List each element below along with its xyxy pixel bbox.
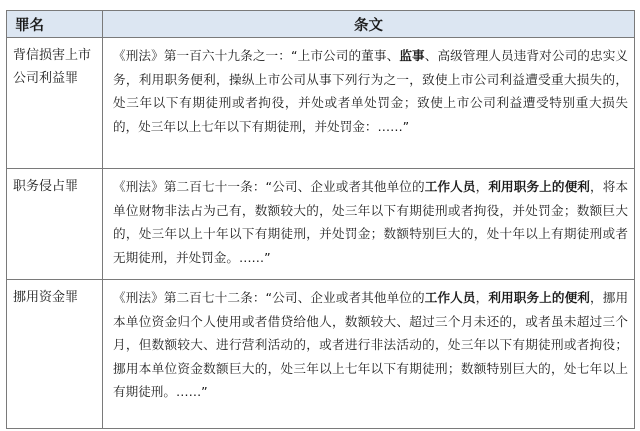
table-row	[7, 169, 635, 280]
article-segment-bold: 利用职务上的便利	[488, 179, 591, 194]
crime-name: 挪用资金罪	[7, 280, 103, 429]
crime-name: 背信损害上市公司利益罪	[7, 38, 103, 169]
article-segment: 《刑法》第二百七十一条：“公司、企业或者其他单位的	[113, 179, 425, 194]
article-segment-bold: 工作人员	[424, 290, 476, 305]
article-text	[103, 38, 635, 169]
header-crime: 罪名	[7, 11, 103, 38]
article-segment-bold: 工作人员	[424, 179, 476, 194]
article-segment: 、高级管理人员违背对公司的忠实义务，利用职务便利，操纵上市公司从事下列行为之一，致使上市公司利益遭受重大损失的，处三年以下有期徒刑或者拘役，并处或者单处罚金；致使上市公司利益遭受特别重大损失的，处三年以上七年以下有期徒刑，并处罚金：……”	[113, 48, 629, 134]
article-segment: 《刑法》第二百七十二条：“公司、企业或者其他单位的	[113, 290, 425, 305]
article-segment: ，挪用本单位资金归个人使用或者借贷给他人，数额较大、超过三个月未还的，或者虽未超过三个月，但数额较大、进行营利活动的，或者进行非法活动的，处三年以下有期徒刑或者拘役；挪用本单位资金数额巨大的，处三年以上七年以下有期徒刑；数额特别巨大的，处七年以上有期徒刑。……”	[113, 290, 629, 400]
article-segment: ，	[475, 179, 489, 194]
article-segment-bold: 监事	[399, 48, 425, 63]
table-row	[7, 280, 635, 429]
article-segment: ，将本单位财物非法占为己有，数额较大的，处三年以下有期徒刑或者拘役，并处罚金；数额巨大的，处三年以上十年以下有期徒刑，并处罚金；数额特别巨大的，处十年以上有期徒刑或者无期徒刑，并处罚金。……”	[113, 179, 629, 265]
header-article: 条文	[103, 11, 635, 38]
article-text	[103, 169, 635, 280]
law-table	[6, 10, 635, 429]
article-segment-bold: 利用职务上的便利	[488, 290, 591, 305]
header-row	[7, 11, 635, 38]
table-row	[7, 38, 635, 169]
crime-name: 职务侵占罪	[7, 169, 103, 280]
article-text	[103, 280, 635, 429]
article-segment: ，	[475, 290, 489, 305]
article-segment: 《刑法》第一百六十九条之一：“上市公司的董事、	[113, 48, 400, 63]
